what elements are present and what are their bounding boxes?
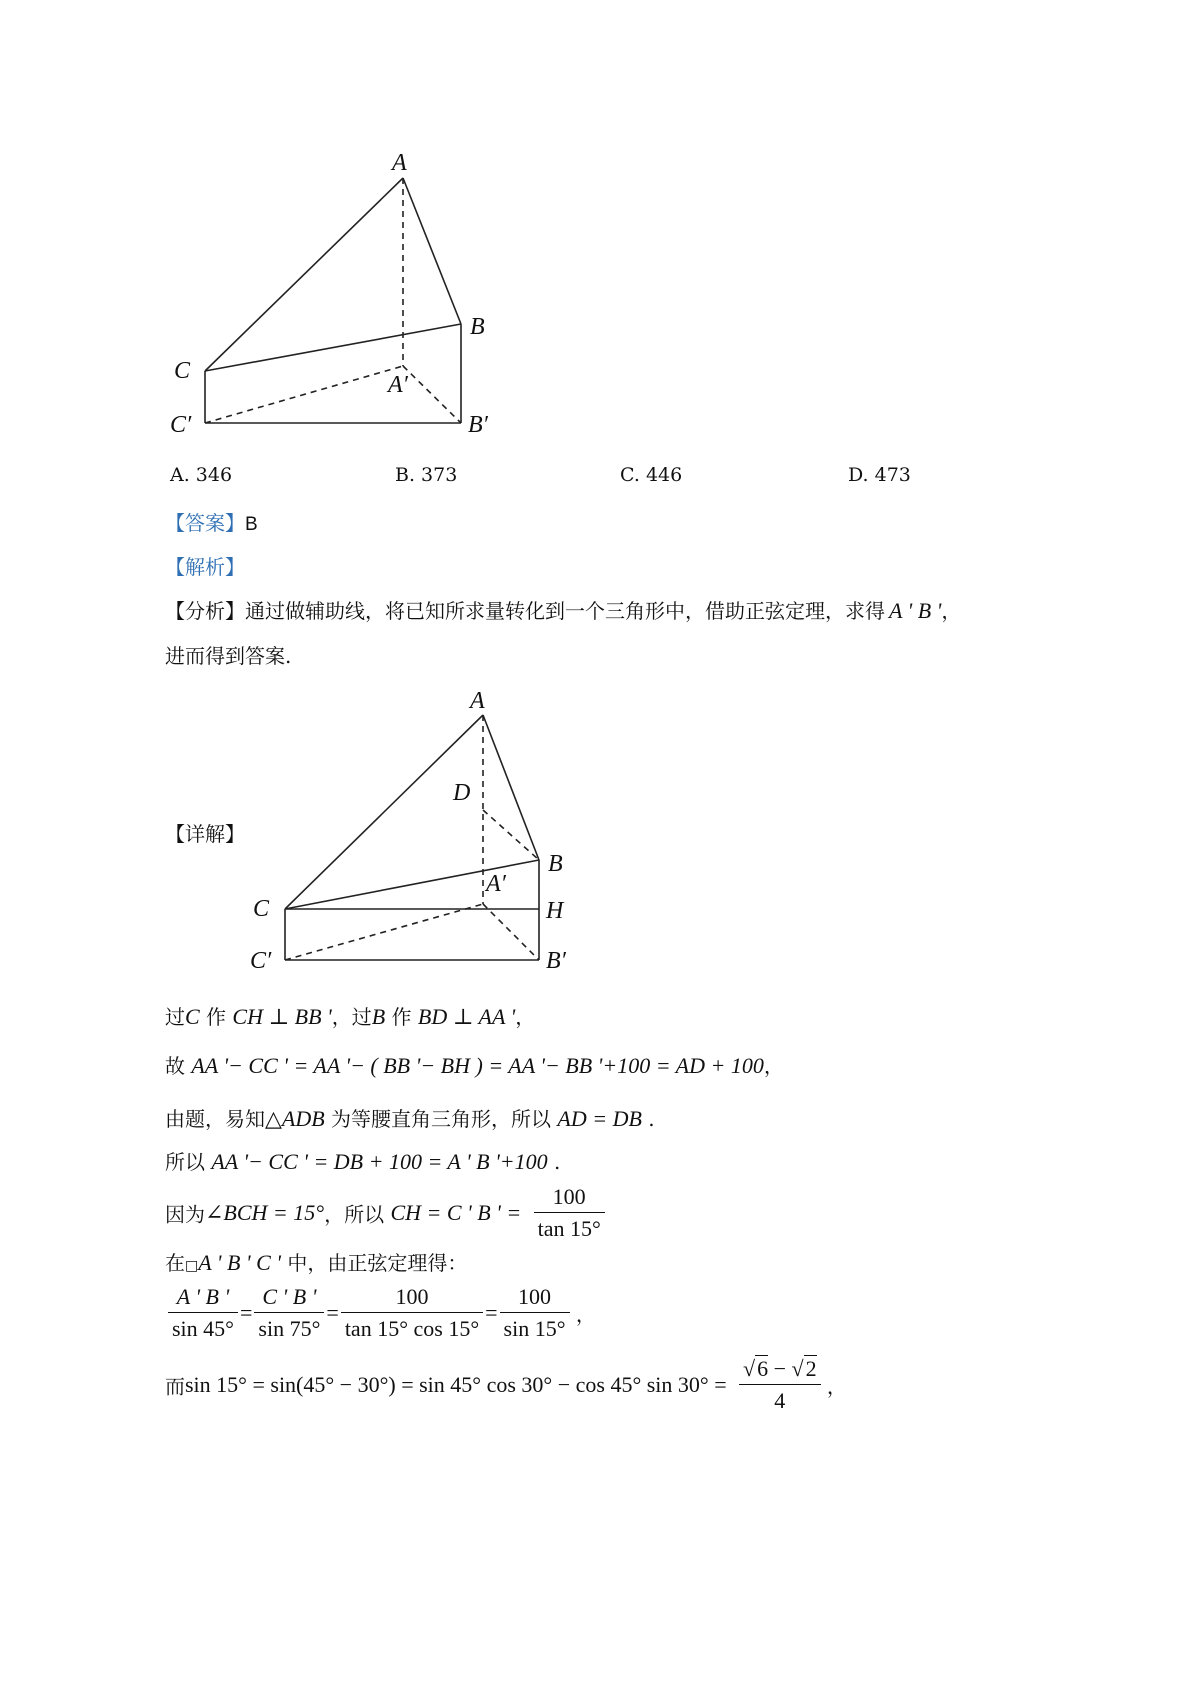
step-7-frac-3-num: 100 (341, 1284, 483, 1313)
radicand-1: 6 (757, 1356, 769, 1381)
edge-A-prime-B-prime-dashed (483, 904, 539, 960)
step-8-text-1: 而 (165, 1374, 185, 1399)
step-5 (165, 1184, 605, 1242)
step-3-math-1: △ADB (265, 1106, 325, 1131)
step-7-frac-1 (168, 1284, 238, 1342)
label-B-prime: B′ (546, 948, 566, 974)
answer-line (165, 507, 258, 536)
option-d: D. 473 (848, 464, 911, 486)
step-5-text-1: 因为 (165, 1202, 205, 1227)
option-a: A. 346 (170, 464, 233, 486)
step-1-text-1: 过 (165, 1005, 185, 1029)
step-7-frac-3-den: tan 15° cos 15° (344, 1316, 480, 1341)
step-1-text-4: 作 (385, 1005, 418, 1029)
option-b: B. 373 (395, 464, 458, 486)
step-1-math-1: C (185, 1004, 200, 1029)
step-3-math-2: AD = DB (557, 1106, 642, 1131)
label-B: B (470, 314, 485, 340)
step-7-frac-2 (254, 1284, 324, 1342)
fenxi-bracket: 【分析】 (165, 599, 245, 623)
step-4-math-1: AA '− CC ' = DB + 100 = A ' B '+100 (211, 1149, 548, 1174)
label-C-prime: C′ (170, 412, 192, 438)
step-4 (165, 1146, 560, 1175)
fenxi-math-1: A ' B ' (889, 598, 942, 623)
step-5-math-1: ∠BCH = 15° (205, 1200, 325, 1225)
fenxi-line-1 (165, 595, 961, 624)
step-3-text-3: . (641, 1107, 655, 1131)
fenxi-punct-1: ， (941, 599, 962, 623)
edge-AC (285, 715, 483, 909)
sqrt-sign-1: √ (742, 1356, 756, 1381)
step-1-math-3: B (371, 1004, 386, 1029)
step-8-frac-den: 4 (774, 1388, 786, 1413)
edge-AB (403, 178, 461, 324)
label-C: C (174, 358, 191, 384)
step-5-text-2: ，所以 (324, 1202, 391, 1227)
step-5-frac-den: tan 15° (537, 1216, 601, 1241)
step-7 (168, 1284, 596, 1342)
step-2-text-1: 故 (165, 1054, 192, 1078)
fenxi-line-2: 进而得到答案. (165, 644, 292, 668)
option-c: C. 446 (620, 464, 683, 486)
step-1-text-2: 作 (199, 1005, 233, 1029)
step-7-end: ， (569, 1302, 596, 1327)
step-1-math-2: CH ⊥ BB ' (232, 1004, 332, 1029)
step-7-eq-3: = (485, 1300, 498, 1325)
step-3-text-2: 为等腰直角三角形，所以 (324, 1107, 558, 1131)
step-6-box-glyph: □ (185, 1258, 199, 1274)
edge-CB (205, 324, 461, 371)
step-4-text-2: . (547, 1150, 561, 1174)
step-6-text-2: 中，由正弦定理得： (281, 1251, 468, 1275)
step-8-end: ， (820, 1374, 847, 1399)
answer-bracket: 【答案】 (165, 511, 245, 535)
step-4-text-1: 所以 (165, 1150, 212, 1174)
step-5-math-2: CH = C ' B ' = (390, 1200, 522, 1225)
edge-DB-dashed (483, 810, 539, 860)
figure-2-prism (240, 680, 600, 980)
figure-1-prism (160, 140, 520, 450)
step-3 (165, 1103, 655, 1132)
step-5-fraction (534, 1184, 605, 1242)
label-D: D (453, 780, 471, 806)
fenxi-text-1: 通过做辅助线，将已知所求量转化到一个三角形中，借助正弦定理，求得 (245, 599, 885, 623)
step-8-fraction (739, 1356, 821, 1414)
sqrt-sign-2: √ (791, 1356, 804, 1381)
step-8-frac-num (739, 1356, 821, 1385)
minus-sign: − (768, 1356, 792, 1381)
step-8-math-1: sin 15° = sin(45° − 30°) = sin 45° cos 30° − cos 45° sin 30° = (185, 1372, 727, 1397)
label-B: B (548, 851, 563, 877)
edge-AC (205, 178, 403, 371)
answer-value: B (245, 514, 258, 535)
label-A-prime: A′ (388, 372, 408, 398)
step-1-text-5: ， (515, 1005, 536, 1029)
step-1-text-3: ，过 (331, 1005, 372, 1029)
edge-A-prime-B-prime-dashed (403, 366, 461, 423)
step-7-frac-1-den: sin 45° (172, 1316, 234, 1341)
step-5-frac-num: 100 (534, 1184, 605, 1213)
step-7-frac-4-num: 100 (500, 1284, 570, 1313)
label-C: C (253, 896, 270, 922)
label-B-prime: B′ (468, 412, 488, 438)
step-6-text-1: 在 (165, 1251, 185, 1275)
step-7-frac-1-num: A ' B ' (168, 1284, 238, 1313)
step-6-math-1: A ' B ' C ' (198, 1250, 282, 1275)
figure-1-svg (160, 140, 520, 450)
label-A: A (392, 150, 407, 176)
label-A-prime: A′ (486, 871, 506, 897)
step-7-frac-2-den: sin 75° (258, 1316, 321, 1341)
step-7-eq-2: = (326, 1300, 339, 1325)
step-7-eq-1: = (239, 1300, 253, 1325)
step-8 (165, 1356, 847, 1414)
step-2-text-2: ， (763, 1054, 784, 1078)
step-3-text-1: 由题，易知 (165, 1107, 265, 1131)
step-7-frac-4-den: sin 15° (503, 1316, 566, 1341)
step-7-frac-3 (341, 1284, 483, 1342)
step-7-frac-4 (500, 1284, 570, 1342)
analysis-title: 【解析】 (165, 555, 245, 579)
radicand-2: 2 (805, 1356, 817, 1381)
step-2-math-1: AA '− CC ' = AA '− ( BB '− BH ) = AA '− BB '+100 = AD + 100 (191, 1053, 764, 1078)
step-6 (165, 1247, 467, 1276)
step-2 (165, 1050, 784, 1079)
label-C-prime: C′ (250, 948, 272, 974)
edge-C-prime-A-prime-dashed (205, 366, 403, 423)
step-7-frac-2-num: C ' B ' (254, 1284, 324, 1313)
label-H: H (546, 898, 564, 924)
label-A: A (470, 688, 485, 714)
detail-title: 【详解】 (165, 822, 245, 846)
figure-2-svg (240, 680, 600, 980)
edge-AB (483, 715, 539, 860)
step-1-math-4: BD ⊥ AA ' (417, 1004, 516, 1029)
step-1 (165, 1001, 535, 1030)
edge-C-prime-A-prime-dashed (285, 904, 483, 960)
